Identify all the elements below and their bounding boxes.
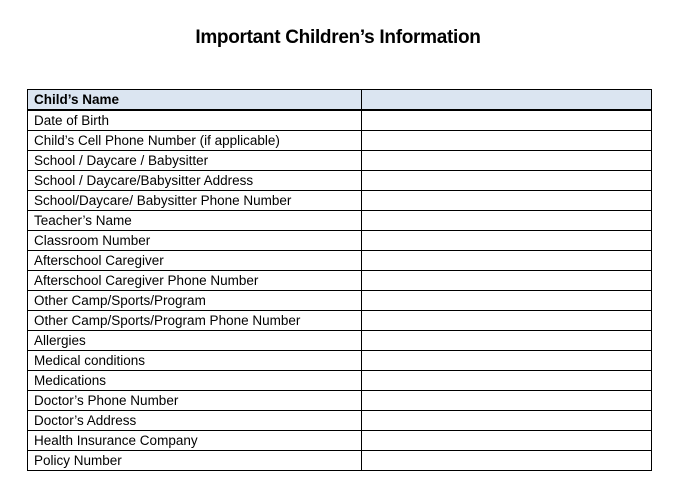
- row-value-cell[interactable]: [362, 211, 652, 231]
- row-value-cell[interactable]: [362, 291, 652, 311]
- row-value-cell[interactable]: [362, 231, 652, 251]
- table-row: [28, 110, 652, 131]
- row-value-cell[interactable]: [362, 131, 652, 151]
- row-label: Child’s Cell Phone Number (if applicable): [28, 131, 362, 151]
- table-row: [28, 351, 652, 371]
- row-label: Other Camp/Sports/Program: [28, 291, 362, 311]
- table-row: [28, 311, 652, 331]
- table-header-row: [28, 90, 652, 111]
- row-value-cell[interactable]: [362, 191, 652, 211]
- row-label: Teacher’s Name: [28, 211, 362, 231]
- table-row: [28, 411, 652, 431]
- row-label: Date of Birth: [28, 110, 362, 131]
- header-label: Child’s Name: [28, 90, 362, 111]
- table-row: [28, 451, 652, 471]
- row-label: Other Camp/Sports/Program Phone Number: [28, 311, 362, 331]
- row-value-cell[interactable]: [362, 431, 652, 451]
- row-label: Allergies: [28, 331, 362, 351]
- table-row: [28, 251, 652, 271]
- row-value-cell[interactable]: [362, 271, 652, 291]
- row-value-cell[interactable]: [362, 331, 652, 351]
- table-row: [28, 211, 652, 231]
- row-value-cell[interactable]: [362, 110, 652, 131]
- table-row: [28, 171, 652, 191]
- row-label: Doctor’s Address: [28, 411, 362, 431]
- row-value-cell[interactable]: [362, 411, 652, 431]
- row-label: Afterschool Caregiver Phone Number: [28, 271, 362, 291]
- row-label: Health Insurance Company: [28, 431, 362, 451]
- row-value-cell[interactable]: [362, 451, 652, 471]
- row-value-cell[interactable]: [362, 251, 652, 271]
- children-info-table: [27, 89, 652, 471]
- table-row: [28, 191, 652, 211]
- table-row: [28, 291, 652, 311]
- row-value-cell[interactable]: [362, 391, 652, 411]
- row-value-cell[interactable]: [362, 311, 652, 331]
- row-value-cell[interactable]: [362, 151, 652, 171]
- row-value-cell[interactable]: [362, 351, 652, 371]
- row-label: School / Daycare / Babysitter: [28, 151, 362, 171]
- table-row: [28, 431, 652, 451]
- table-row: [28, 331, 652, 351]
- table-row: [28, 391, 652, 411]
- row-label: School/Daycare/ Babysitter Phone Number: [28, 191, 362, 211]
- table-row: [28, 151, 652, 171]
- row-value-cell[interactable]: [362, 171, 652, 191]
- table-row: [28, 371, 652, 391]
- row-value-cell[interactable]: [362, 371, 652, 391]
- header-value-cell[interactable]: [362, 90, 652, 111]
- page-title: Important Children’s Information: [195, 27, 481, 48]
- row-label: Classroom Number: [28, 231, 362, 251]
- table-row: [28, 231, 652, 251]
- row-label: Doctor’s Phone Number: [28, 391, 362, 411]
- row-label: Medical conditions: [28, 351, 362, 371]
- table-row: [28, 131, 652, 151]
- table-row: [28, 271, 652, 291]
- row-label: Afterschool Caregiver: [28, 251, 362, 271]
- row-label: Medications: [28, 371, 362, 391]
- row-label: Policy Number: [28, 451, 362, 471]
- row-label: School / Daycare/Babysitter Address: [28, 171, 362, 191]
